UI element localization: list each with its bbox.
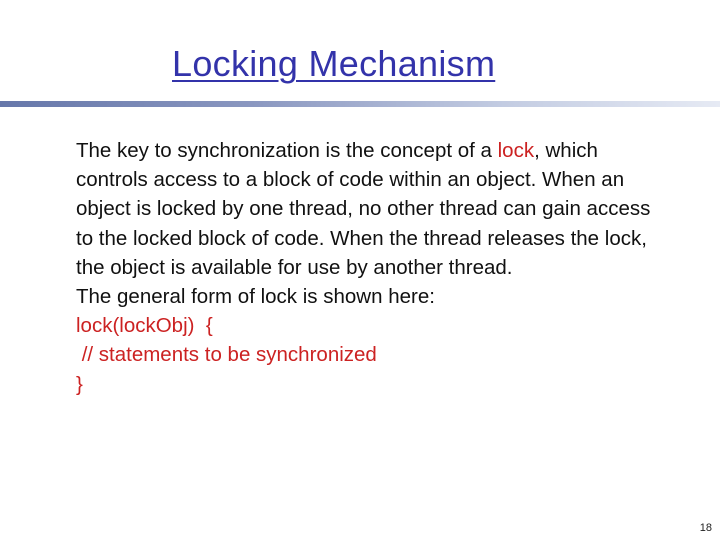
intro-text-before: The key to synchronization is the concept of a	[76, 139, 498, 162]
paragraph-general-form: The general form of lock is shown here:	[76, 285, 435, 309]
slide-title: Locking Mechanism	[172, 43, 496, 84]
code-line-3: }	[76, 372, 83, 396]
page-number: 18	[699, 522, 712, 534]
intro-text-after: , which controls access to a block of code within an object. When an object is locked by one thread, no other thread can gain access to the locked block of code. When the thread releases the lock, the object is available for use by another thread.	[76, 139, 651, 279]
title-divider	[0, 101, 720, 107]
paragraph-intro	[76, 136, 666, 282]
slide-body	[76, 136, 666, 399]
code-line-2: // statements to be synchronized	[76, 343, 377, 367]
lock-keyword: lock	[497, 139, 535, 162]
code-line-1: lock(lockObj) {	[76, 314, 213, 338]
